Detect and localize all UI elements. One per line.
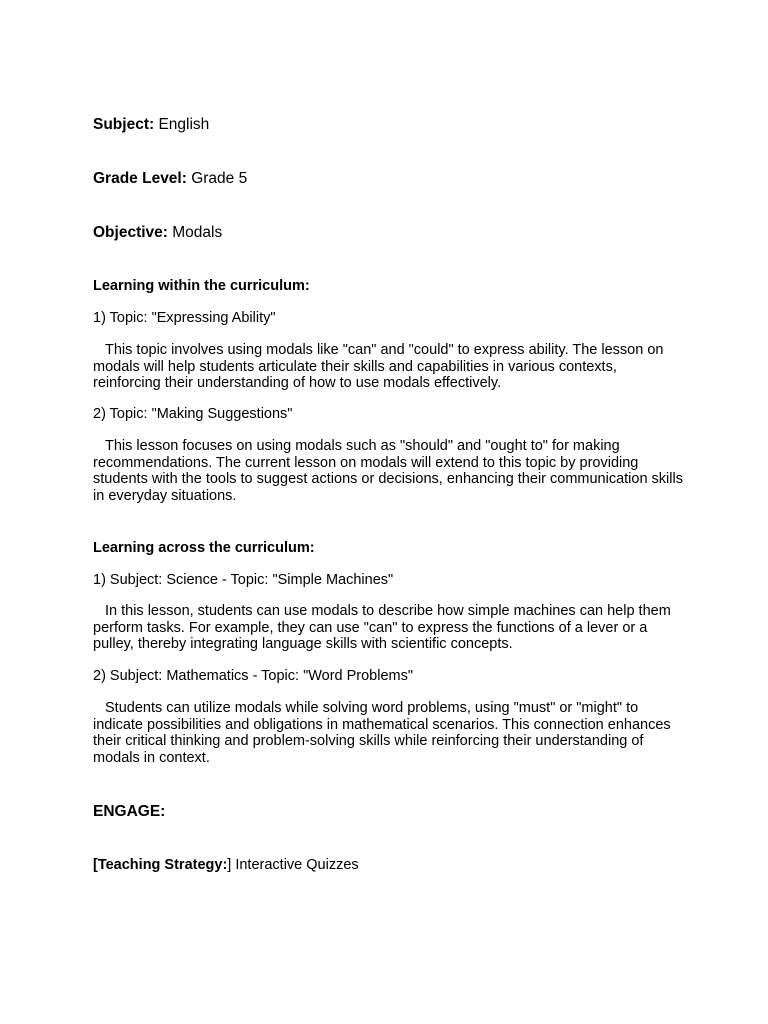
across-topic-2-title: 2) Subject: Mathematics - Topic: "Word Problems" [93,668,414,684]
within-topic-1-body: This topic involves using modals like "can" and "could" to express ability. The lesson on modals will help students articulate their skills and capabilities in various contexts, reinforcing their understanding of how to use modals effectively. [93,342,664,392]
teaching-strategy-line [93,857,359,874]
subject-label: Subject: [93,116,155,133]
grade-level-label: Grade Level: [93,170,187,187]
across-curriculum-heading: Learning across the curriculum: [93,540,315,556]
teaching-strategy-label: [Teaching Strategy: [93,857,228,873]
within-topic-2-body: This lesson focuses on using modals such as "should" and "ought to" for making recommendations. The current lesson on modals will extend to this topic by providing students with the tools to suggest actions or decisions, enhancing their communication skills in everyday situations. [93,438,683,504]
within-topic-2-title: 2) Topic: "Making Suggestions" [93,406,293,422]
objective-label: Objective: [93,224,168,241]
within-curriculum-heading: Learning within the curriculum: [93,278,310,294]
across-topic-2-body: Students can utilize modals while solving word problems, using "must" or "might" to indicate possibilities and obligations in mathematical scenarios. This connection enhances their critical thinking and problem-solving skills while reinforcing their understanding of modals in context. [93,700,671,766]
grade-level-value: Grade 5 [191,170,248,187]
subject-value: English [158,116,210,133]
subject-line [93,116,209,134]
across-topic-1-title: 1) Subject: Science - Topic: "Simple Machines" [93,572,394,588]
across-topic-1-body: In this lesson, students can use modals to describe how simple machines can help them perform tasks. For example, they can use "can" to express the functions of a lever or a pulley, thereby integrating language skills with scientific concepts. [93,603,671,653]
grade-level-line [93,170,247,188]
objective-value: Modals [172,224,223,241]
objective-line [93,224,222,242]
teaching-strategy-value: ] Interactive Quizzes [227,857,359,873]
within-topic-1-title: 1) Topic: "Expressing Ability" [93,310,276,326]
engage-heading: ENGAGE: [93,803,166,820]
